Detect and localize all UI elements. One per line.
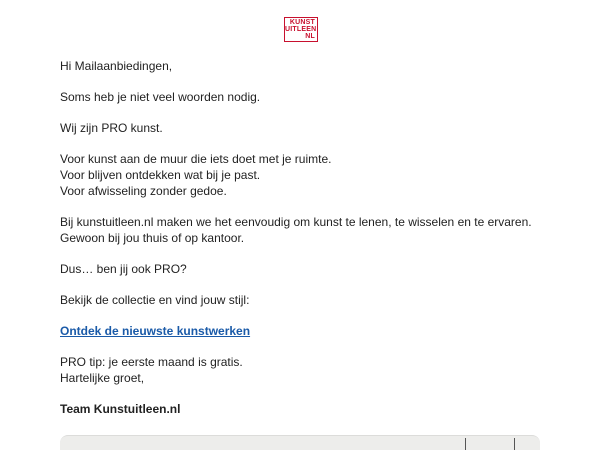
benefit-line: Voor afwisseling zonder gedoe.: [60, 184, 227, 198]
benefit-line: Voor blijven ontdekken wat bij je past.: [60, 168, 261, 182]
logo-line-2: UITLEEN: [285, 26, 317, 33]
cta-intro: Bekijk de collectie en vind jouw stijl:: [60, 293, 250, 307]
signature: Team Kunstuitleen.nl: [60, 402, 181, 416]
pro-statement: Wij zijn PRO kunst.: [60, 121, 163, 135]
artwork-image-preview[interactable]: [60, 435, 540, 450]
intro-text: Soms heb je niet veel woorden nodig.: [60, 90, 261, 104]
closing-text: Hartelijke groet,: [60, 371, 145, 385]
tip-and-closing: [60, 354, 550, 386]
image-detail: [465, 438, 466, 450]
body-paragraph: Bij kunstuitleen.nl maken we het eenvoudig om kunst te lenen, te wisselen en te ervaren. Gewoon bij jou thuis of op kantoor.: [60, 215, 532, 245]
image-detail: [514, 438, 515, 450]
email-body: [60, 58, 550, 432]
question-text: Dus… ben jij ook PRO?: [60, 262, 187, 276]
benefits-list: [60, 151, 550, 199]
greeting: Hi Mailaanbiedingen,: [60, 59, 173, 73]
benefit-line: Voor kunst aan de muur die iets doet met je ruimte.: [60, 152, 332, 166]
discover-artworks-link[interactable]: Ontdek de nieuwste kunstwerken: [60, 324, 251, 338]
pro-tip: PRO tip: je eerste maand is gratis.: [60, 355, 243, 369]
kunstuitleen-logo[interactable]: [284, 17, 318, 42]
logo-line-1: KUNST: [289, 19, 315, 26]
logo-line-3: NL: [305, 33, 315, 40]
